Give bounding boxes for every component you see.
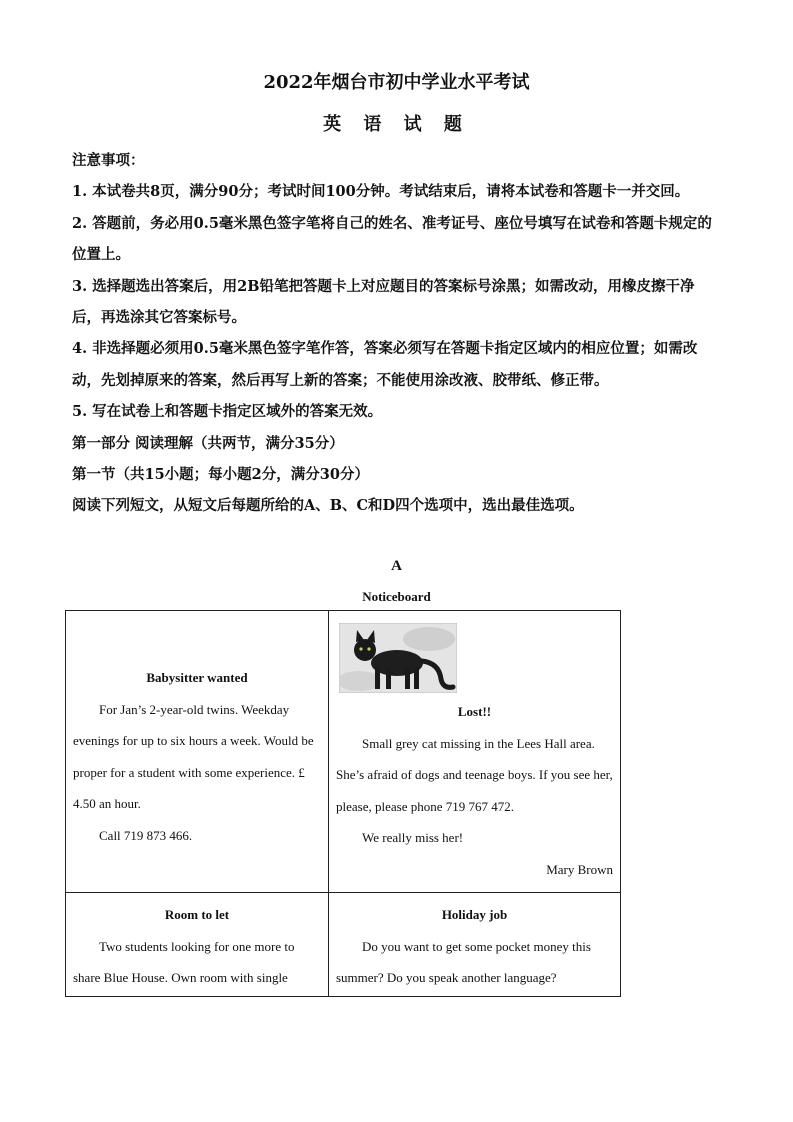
babysitter-notice bbox=[66, 611, 329, 893]
notice-item-5: 5. 写在试卷上和答题卡指定区域外的答案无效。 bbox=[72, 403, 383, 421]
notice-item-3: 3. 选择题选出答案后，用2B铅笔把答题卡上对应题目的答案标号涂黑；如需改动，用橡皮擦干净后，再选涂其它答案标号。 bbox=[72, 277, 695, 327]
babysitter-body: For Jan’s 2-year-old twins. Weekday evenings for up to six hours a week. Would be proper for a student with some experience. £ 4.50 an hour. bbox=[73, 701, 314, 811]
holiday-body: Do you want to get some pocket money this summer? Do you speak another language? bbox=[336, 938, 591, 985]
notice-heading: 注意事项： bbox=[72, 152, 145, 169]
lost-signature: Mary Brown bbox=[546, 861, 613, 877]
notice-item-1: 1. 本试卷共8页，满分90分；考试时间100分钟。考试结束后，请将本试卷和答题卡一并交回。 bbox=[72, 183, 690, 201]
noticeboard-title: Noticeboard bbox=[362, 589, 431, 604]
room-body: Two students looking for one more to share Blue House. Own room with single bbox=[73, 938, 295, 985]
lost-cat-notice bbox=[329, 611, 621, 893]
noticeboard-table bbox=[65, 610, 621, 997]
instructions-block bbox=[72, 145, 722, 522]
lost-miss: We really miss her! bbox=[362, 830, 464, 845]
lost-title: Lost!! bbox=[457, 704, 492, 719]
exam-title: 2022年烟台市初中学业水平考试 bbox=[263, 72, 530, 93]
passage-letter: A bbox=[391, 558, 402, 574]
notice-item-4: 4. 非选择题必须用0.5毫米黑色签字笔作答，答案必须写在答题卡指定区域内的相应位置；如需改动，先划掉原来的答案，然后再写上新的答案；不能使用涂改液、胶带纸、修正带。 bbox=[72, 340, 698, 389]
exam-subtitle: 英 语 试 题 bbox=[323, 114, 470, 135]
section-instruction: 阅读下列短文，从短文后每题所给的A、B、C和D四个选项中，选出最佳选项。 bbox=[72, 497, 584, 515]
babysitter-call: Call 719 873 466. bbox=[99, 827, 193, 843]
section-subsection: 第一节（共15小题；每小题2分，满分30分） bbox=[72, 466, 369, 484]
holiday-job-notice bbox=[329, 893, 621, 997]
room-notice bbox=[66, 893, 329, 997]
room-title: Room to let bbox=[164, 907, 230, 922]
notice-item-2: 2. 答题前，务必用0.5毫米黑色签字笔将自己的姓名、准考证号、座位号填写在试卷和答题卡规定的位置上。 bbox=[72, 214, 712, 264]
holiday-title: Holiday job bbox=[441, 907, 508, 922]
babysitter-title: Babysitter wanted bbox=[146, 670, 248, 685]
lost-body: Small grey cat missing in the Lees Hall area. She’s afraid of dogs and teenage boys. If you see her, please, please phone 719 767 472. bbox=[336, 735, 613, 814]
section-part: 第一部分 阅读理解（共两节，满分35分） bbox=[72, 434, 344, 452]
cat-photo bbox=[339, 623, 457, 693]
